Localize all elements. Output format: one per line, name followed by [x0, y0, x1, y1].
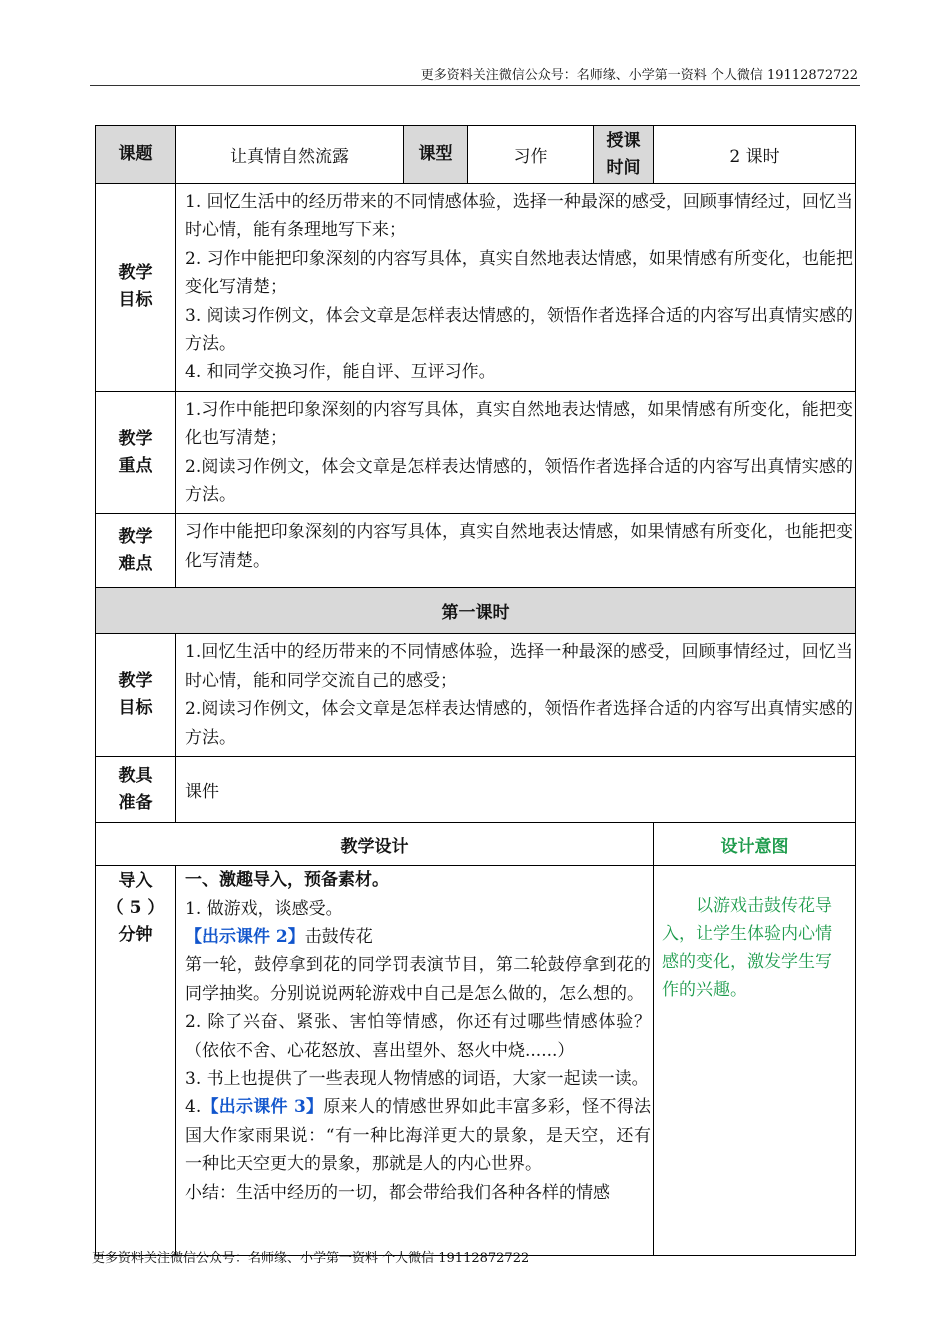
intro-paragraph: 1. 做游戏，谈感受。	[185, 898, 343, 919]
key-points-text	[176, 391, 856, 514]
difficulties-label-line1: 教学	[118, 526, 153, 547]
lesson1-goals-text	[176, 634, 856, 757]
intro-label-line3: 分钟	[118, 925, 153, 946]
intro-paragraph: 小结：生活中经历的一切，都会带给我们各种各样的情感	[185, 1182, 610, 1203]
courseware-3-num: 4.	[185, 1097, 202, 1118]
key-points-label-line1: 教学	[118, 428, 153, 449]
goal-item: 2. 习作中能把印象深刻的内容写具体，真实自然地表达情感，如果情感有所变化，也能把变化写清楚；	[185, 248, 854, 298]
tools-label	[96, 757, 176, 823]
row-lesson1-goals	[96, 634, 856, 757]
intro-paragraph	[185, 923, 651, 951]
intro-label-line1: 导入	[118, 871, 153, 892]
goals-label-line2: 目标	[118, 290, 153, 311]
lesson1-goals-label-line2: 目标	[118, 698, 153, 719]
key-points-label-line2: 重点	[118, 455, 153, 476]
goals-label	[96, 184, 176, 392]
header-rule	[90, 85, 860, 86]
row-intro	[96, 866, 856, 1256]
courseware-2-text: 击鼓传花	[304, 926, 373, 947]
courseware-2-tag: 【出示课件 2】	[185, 926, 305, 947]
time-value: 2 课时	[654, 126, 856, 184]
intro-paragraph	[185, 1093, 651, 1178]
tools-label-line1: 教具	[118, 765, 153, 786]
tools-label-line2: 准备	[118, 792, 153, 813]
type-value: 习作	[468, 126, 594, 184]
goal-item: 3. 阅读习作例文，体会文章是怎样表达情感的，领悟作者选择合适的内容写出真情实感的方法。	[185, 305, 854, 355]
intro-label-line2: （ 5 ）	[106, 898, 165, 919]
row-design-header	[96, 823, 856, 866]
topic-value: 让真情自然流露	[176, 126, 404, 184]
goals-label-line1: 教学	[118, 263, 153, 284]
intent-header: 设计意图	[654, 823, 856, 866]
goals-text	[176, 184, 856, 392]
intro-intent: 以游戏击鼓传花导入，让学生体验内心情感的变化，激发学生写作的兴趣。	[654, 866, 856, 1256]
intro-paragraph: 3. 书上也提供了一些表现人物情感的词语，大家一起读一读。	[185, 1068, 649, 1089]
topic-label: 课题	[96, 126, 176, 184]
intro-heading: 一、激趣导入，预备素材。	[185, 870, 389, 891]
goal-item: 4. 和同学交换习作，能自评、互评习作。	[185, 362, 496, 383]
difficulties-label	[96, 514, 176, 588]
tools-text: 课件	[176, 757, 856, 823]
lesson1-goals-label	[96, 634, 176, 757]
goal-item: 1. 回忆生活中的经历带来的不同情感体验，选择一种最深的感受，回顾事情经过，回忆当时心情，能有条理地写下来；	[185, 192, 854, 241]
difficulties-text: 习作中能把印象深刻的内容写具体，真实自然地表达情感，如果情感有所变化，也能把变化写清楚。	[176, 514, 856, 588]
time-label-line1: 授课	[606, 130, 641, 151]
time-label	[594, 126, 654, 184]
courseware-3-tag: 【出示课件 3】	[201, 1097, 324, 1118]
key-point-item: 2.阅读习作例文，体会文章是怎样表达情感的，领悟作者选择合适的内容写出真情实感的方法。	[185, 456, 854, 506]
key-point-item: 1.习作中能把印象深刻的内容写具体，真实自然地表达情感，如果情感有所变化，能把变化也写清楚；	[185, 399, 854, 449]
lesson1-goals-label-line1: 教学	[118, 671, 153, 692]
row-topic	[96, 126, 856, 184]
lesson1-goal-item: 1.回忆生活中的经历带来的不同情感体验，选择一种最深的感受，回顾事情经过，回忆当时心情，能和同学交流自己的感受；	[185, 642, 854, 691]
courseware-3-text: 原来人的情感世界如此丰富多彩，怪不得法国大作家雨果说：“有一种比海洋更大的景象，是天空，还有一种比天空更大的景象，那就是人的内心世界。	[185, 1097, 652, 1175]
row-goals	[96, 184, 856, 392]
row-lesson1-title	[96, 588, 856, 634]
intro-paragraph: 2. 除了兴奋、紧张、害怕等情感，你还有过哪些情感体验？（依依不舍、心花怒放、喜出望外、怒火中烧......）	[185, 1012, 651, 1061]
lesson1-title: 第一课时	[96, 588, 856, 634]
design-header: 教学设计	[96, 823, 654, 866]
lesson-plan-table	[95, 125, 856, 1256]
intro-text	[176, 866, 654, 1256]
difficulties-label-line2: 难点	[118, 553, 153, 574]
row-key-points	[96, 391, 856, 514]
key-points-label	[96, 391, 176, 514]
intro-label	[96, 866, 176, 1256]
type-label: 课型	[404, 126, 468, 184]
row-difficulties	[96, 514, 856, 588]
row-tools	[96, 757, 856, 823]
lesson1-goal-item: 2.阅读习作例文，体会文章是怎样表达情感的，领悟作者选择合适的内容写出真情实感的方法。	[185, 699, 854, 748]
footer-note: 更多资料关注微信公众号：名师缘、小学第一资料 个人微信 19112872722	[92, 1251, 530, 1266]
time-label-line2: 时间	[606, 157, 641, 178]
intro-paragraph: 第一轮，鼓停拿到花的同学罚表演节目，第二轮鼓停拿到花的同学抽奖。分别说说两轮游戏中自己是怎么做的，怎么想的。	[185, 955, 651, 1004]
header-note: 更多资料关注微信公众号：名师缘、小学第一资料 个人微信 19112872722	[420, 68, 858, 83]
